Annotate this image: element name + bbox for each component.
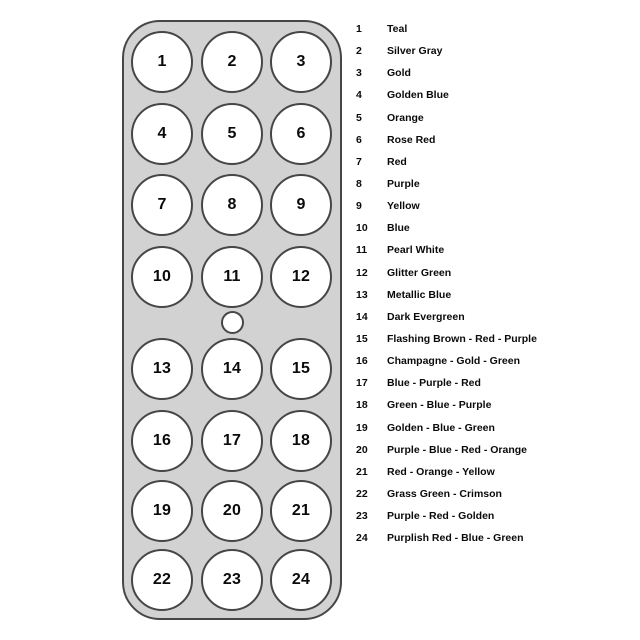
palette-well-23 bbox=[201, 549, 263, 611]
legend-item-number: 5 bbox=[356, 111, 362, 124]
color-legend bbox=[356, 18, 626, 549]
well-number: 12 bbox=[291, 268, 311, 285]
palette-well-4 bbox=[131, 103, 193, 165]
palette-well-1 bbox=[131, 31, 193, 93]
legend-item-label: Flashing Brown - Red - Purple bbox=[387, 333, 537, 346]
palette-well-17 bbox=[201, 410, 263, 472]
legend-item-number: 2 bbox=[356, 45, 362, 58]
well-number: 8 bbox=[227, 196, 237, 213]
legend-item-number: 4 bbox=[356, 89, 362, 102]
legend-item-number: 3 bbox=[356, 67, 362, 80]
legend-item-label: Purple - Red - Golden bbox=[387, 510, 495, 523]
well-number: 16 bbox=[152, 432, 172, 449]
palette-well-15 bbox=[270, 338, 332, 400]
legend-item-9 bbox=[356, 195, 626, 217]
legend-item-number: 9 bbox=[356, 200, 362, 213]
legend-item-label: Rose Red bbox=[387, 133, 436, 146]
legend-item-label: Blue - Purple - Red bbox=[387, 377, 481, 390]
palette-well-2 bbox=[201, 31, 263, 93]
legend-item-label: Silver Gray bbox=[387, 45, 443, 58]
legend-item-label: Green - Blue - Purple bbox=[387, 399, 492, 412]
legend-item-8 bbox=[356, 173, 626, 195]
well-number: 9 bbox=[296, 196, 306, 213]
legend-item-23 bbox=[356, 505, 626, 527]
tray-center-hole bbox=[221, 311, 244, 334]
legend-item-24 bbox=[356, 527, 626, 549]
well-number: 14 bbox=[222, 360, 242, 377]
legend-item-number: 1 bbox=[356, 23, 362, 36]
legend-item-label: Teal bbox=[387, 23, 408, 36]
well-number: 18 bbox=[291, 432, 311, 449]
well-number: 13 bbox=[152, 360, 172, 377]
legend-item-20 bbox=[356, 439, 626, 461]
legend-item-label: Purplish Red - Blue - Green bbox=[387, 532, 524, 545]
legend-item-number: 10 bbox=[356, 222, 368, 235]
well-number: 17 bbox=[222, 432, 242, 449]
well-number: 6 bbox=[296, 125, 306, 142]
legend-item-number: 20 bbox=[356, 443, 368, 456]
well-number: 20 bbox=[222, 502, 242, 519]
well-number: 21 bbox=[291, 502, 311, 519]
legend-item-label: Glitter Green bbox=[387, 266, 452, 279]
palette-well-19 bbox=[131, 480, 193, 542]
palette-well-11 bbox=[201, 246, 263, 308]
palette-well-16 bbox=[131, 410, 193, 472]
legend-item-number: 22 bbox=[356, 488, 368, 501]
legend-item-label: Orange bbox=[387, 111, 424, 124]
legend-item-label: Golden - Blue - Green bbox=[387, 421, 495, 434]
well-number: 7 bbox=[157, 196, 167, 213]
legend-item-label: Red bbox=[387, 155, 407, 168]
legend-item-label: Metallic Blue bbox=[387, 288, 452, 301]
legend-item-number: 8 bbox=[356, 178, 362, 191]
palette-well-22 bbox=[131, 549, 193, 611]
legend-item-label: Blue bbox=[387, 222, 410, 235]
legend-item-label: Gold bbox=[387, 67, 411, 80]
legend-item-label: Dark Evergreen bbox=[387, 310, 465, 323]
well-number: 10 bbox=[152, 268, 172, 285]
legend-item-number: 18 bbox=[356, 399, 368, 412]
legend-item-number: 24 bbox=[356, 532, 368, 545]
legend-item-number: 16 bbox=[356, 355, 368, 368]
well-number: 24 bbox=[291, 571, 311, 588]
legend-item-21 bbox=[356, 461, 626, 483]
legend-item-6 bbox=[356, 129, 626, 151]
legend-item-3 bbox=[356, 62, 626, 84]
legend-item-number: 15 bbox=[356, 333, 368, 346]
palette-well-3 bbox=[270, 31, 332, 93]
palette-well-6 bbox=[270, 103, 332, 165]
palette-well-21 bbox=[270, 480, 332, 542]
legend-item-label: Yellow bbox=[387, 200, 420, 213]
palette-well-18 bbox=[270, 410, 332, 472]
legend-item-number: 23 bbox=[356, 510, 368, 523]
legend-item-label: Golden Blue bbox=[387, 89, 449, 102]
well-number: 5 bbox=[227, 125, 237, 142]
legend-item-19 bbox=[356, 417, 626, 439]
palette-well-5 bbox=[201, 103, 263, 165]
legend-item-5 bbox=[356, 107, 626, 129]
legend-item-label: Champagne - Gold - Green bbox=[387, 355, 521, 368]
legend-item-11 bbox=[356, 239, 626, 261]
legend-item-13 bbox=[356, 284, 626, 306]
legend-item-15 bbox=[356, 328, 626, 350]
legend-item-number: 7 bbox=[356, 155, 362, 168]
legend-item-number: 6 bbox=[356, 133, 362, 146]
legend-item-12 bbox=[356, 262, 626, 284]
legend-item-label: Pearl White bbox=[387, 244, 445, 257]
legend-item-label: Purple - Blue - Red - Orange bbox=[387, 443, 528, 456]
palette-well-14 bbox=[201, 338, 263, 400]
legend-item-1 bbox=[356, 18, 626, 40]
legend-item-2 bbox=[356, 40, 626, 62]
legend-item-label: Red - Orange - Yellow bbox=[387, 465, 495, 478]
legend-item-label: Purple bbox=[387, 178, 420, 191]
palette-well-9 bbox=[270, 174, 332, 236]
well-number: 3 bbox=[296, 53, 306, 70]
well-number: 15 bbox=[291, 360, 311, 377]
well-number: 1 bbox=[157, 53, 167, 70]
palette-well-20 bbox=[201, 480, 263, 542]
palette-well-7 bbox=[131, 174, 193, 236]
palette-well-24 bbox=[270, 549, 332, 611]
legend-item-17 bbox=[356, 372, 626, 394]
legend-item-22 bbox=[356, 483, 626, 505]
palette-tray bbox=[122, 20, 342, 620]
well-number: 19 bbox=[152, 502, 172, 519]
well-number: 4 bbox=[157, 125, 167, 142]
legend-item-14 bbox=[356, 306, 626, 328]
legend-item-number: 11 bbox=[356, 244, 368, 257]
well-number: 23 bbox=[222, 571, 242, 588]
legend-item-number: 13 bbox=[356, 288, 368, 301]
legend-item-18 bbox=[356, 394, 626, 416]
legend-item-7 bbox=[356, 151, 626, 173]
legend-item-10 bbox=[356, 217, 626, 239]
legend-item-16 bbox=[356, 350, 626, 372]
palette-well-12 bbox=[270, 246, 332, 308]
well-number: 11 bbox=[223, 268, 241, 285]
well-number: 22 bbox=[152, 571, 172, 588]
legend-item-number: 12 bbox=[356, 266, 368, 279]
palette-well-10 bbox=[131, 246, 193, 308]
legend-item-number: 21 bbox=[356, 465, 368, 478]
legend-item-number: 14 bbox=[356, 310, 368, 323]
palette-well-8 bbox=[201, 174, 263, 236]
well-number: 2 bbox=[227, 53, 237, 70]
legend-item-label: Grass Green - Crimson bbox=[387, 488, 502, 501]
legend-item-number: 17 bbox=[356, 377, 368, 390]
legend-item-number: 19 bbox=[356, 421, 368, 434]
legend-item-4 bbox=[356, 84, 626, 106]
palette-well-13 bbox=[131, 338, 193, 400]
